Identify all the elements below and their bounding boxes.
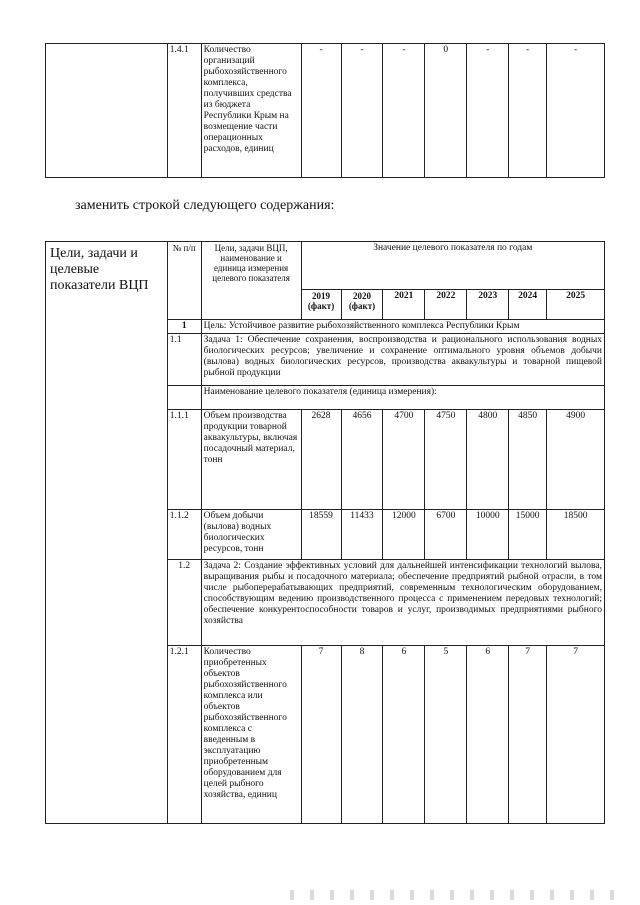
row-number: 1.4.1 xyxy=(167,44,201,178)
separator-text: заменить строкой следующего содержания: xyxy=(75,198,335,213)
target-indicators-table xyxy=(45,241,605,824)
indicator-caption: Наименование целевого показателя (единица измерения): xyxy=(201,386,604,410)
indicator-name: Количество организаций рыбохозяйственного комплекса, получивших средства из бюджета Республики Крым на возмещение части операционных расходов, единиц xyxy=(201,44,301,178)
value-cell: 7 xyxy=(547,646,605,824)
value-cell: 8 xyxy=(341,646,383,824)
header-name: Цели, задачи ВЦП, наименование и единица измерения целевого показателя xyxy=(201,242,301,320)
value-cell: - xyxy=(509,44,547,178)
value-cell: 6 xyxy=(383,646,425,824)
header-num: № п/п xyxy=(167,242,201,320)
section-label: Цели, задачи и целевые показатели ВЦП xyxy=(46,242,168,824)
previous-row-table xyxy=(45,43,605,178)
value-cell: 11433 xyxy=(341,510,383,560)
value-cell: - xyxy=(383,44,425,178)
year-header: 2025 xyxy=(547,290,605,320)
task2-num: 1.2 xyxy=(167,560,201,646)
year-header: 2020 (факт) xyxy=(341,290,383,320)
value-cell: 5 xyxy=(425,646,467,824)
year-header: 2024 xyxy=(509,290,547,320)
header-group: Значение целевого показателя по годам xyxy=(301,242,604,290)
value-cell: 4800 xyxy=(467,410,509,510)
value-cell: 10000 xyxy=(467,510,509,560)
goal-text: Цель: Устойчивое развитие рыбохозяйственного комплекса Республики Крым xyxy=(201,320,604,334)
value-cell: 0 xyxy=(425,44,467,178)
caption-empty xyxy=(167,386,201,410)
value-cell: - xyxy=(341,44,383,178)
value-cell: - xyxy=(467,44,509,178)
task1-num: 1.1 xyxy=(167,334,201,386)
row-number: 1.2.1 xyxy=(167,646,201,824)
year-header: 2023 xyxy=(467,290,509,320)
year-header: 2019 (факт) xyxy=(301,290,341,320)
value-cell: - xyxy=(301,44,341,178)
row-number: 1.1.1 xyxy=(167,410,201,510)
value-cell: 2628 xyxy=(301,410,341,510)
value-cell: 4656 xyxy=(341,410,383,510)
value-cell: 4900 xyxy=(547,410,605,510)
value-cell: 6 xyxy=(467,646,509,824)
value-cell: 4850 xyxy=(509,410,547,510)
indicator-name: Объем производства продукции товарной аквакультуры, включая посадочный материал, тонн xyxy=(201,410,301,510)
value-cell: 6700 xyxy=(425,510,467,560)
value-cell: 4750 xyxy=(425,410,467,510)
task1-text: Задача 1: Обеспечение сохранения, воспроизводства и рационального использования водных биологических ресурсов; увеличение и сохранение оптимального уровня объемов добычи (вылова) водных биологических ресурсов, производства аквакультуры и товарной пищевой рыбной продукции xyxy=(201,334,604,386)
indicator-name: Объем добычи (вылова) водных биологических ресурсов, тонн xyxy=(201,510,301,560)
year-header: 2021 xyxy=(383,290,425,320)
year-header: 2022 xyxy=(425,290,467,320)
value-cell: 15000 xyxy=(509,510,547,560)
indicator-name: Количество приобретенных объектов рыбохозяйственного комплекса или объектов рыбохозяйственного комплекса с введенным в эксплуатацию приобретенным оборудованием для целей рыбного хозяйства, единиц xyxy=(201,646,301,824)
empty-label-cell xyxy=(46,44,168,178)
value-cell: 7 xyxy=(509,646,547,824)
value-cell: 18559 xyxy=(301,510,341,560)
value-cell: 7 xyxy=(301,646,341,824)
value-cell: - xyxy=(547,44,605,178)
scan-artifact xyxy=(290,890,630,900)
task2-text: Задача 2: Создание эффективных условий для дальнейшей интенсификации технологий вылова, выращивания рыбы и посадочного материала; обеспечение предприятий рыбной отрасли, в том числе рыбоперерабатывающих предприятий, современным технологическим оборудованием, способствующим ведению производственного процесса с применением передовых технологий; обеспечение конкурентоспособности товаров и услуг, производимых предприятиями рыбного хозяйства xyxy=(201,560,604,646)
value-cell: 12000 xyxy=(383,510,425,560)
goal-num: 1 xyxy=(167,320,201,334)
value-cell: 4700 xyxy=(383,410,425,510)
row-number: 1.1.2 xyxy=(167,510,201,560)
value-cell: 18500 xyxy=(547,510,605,560)
